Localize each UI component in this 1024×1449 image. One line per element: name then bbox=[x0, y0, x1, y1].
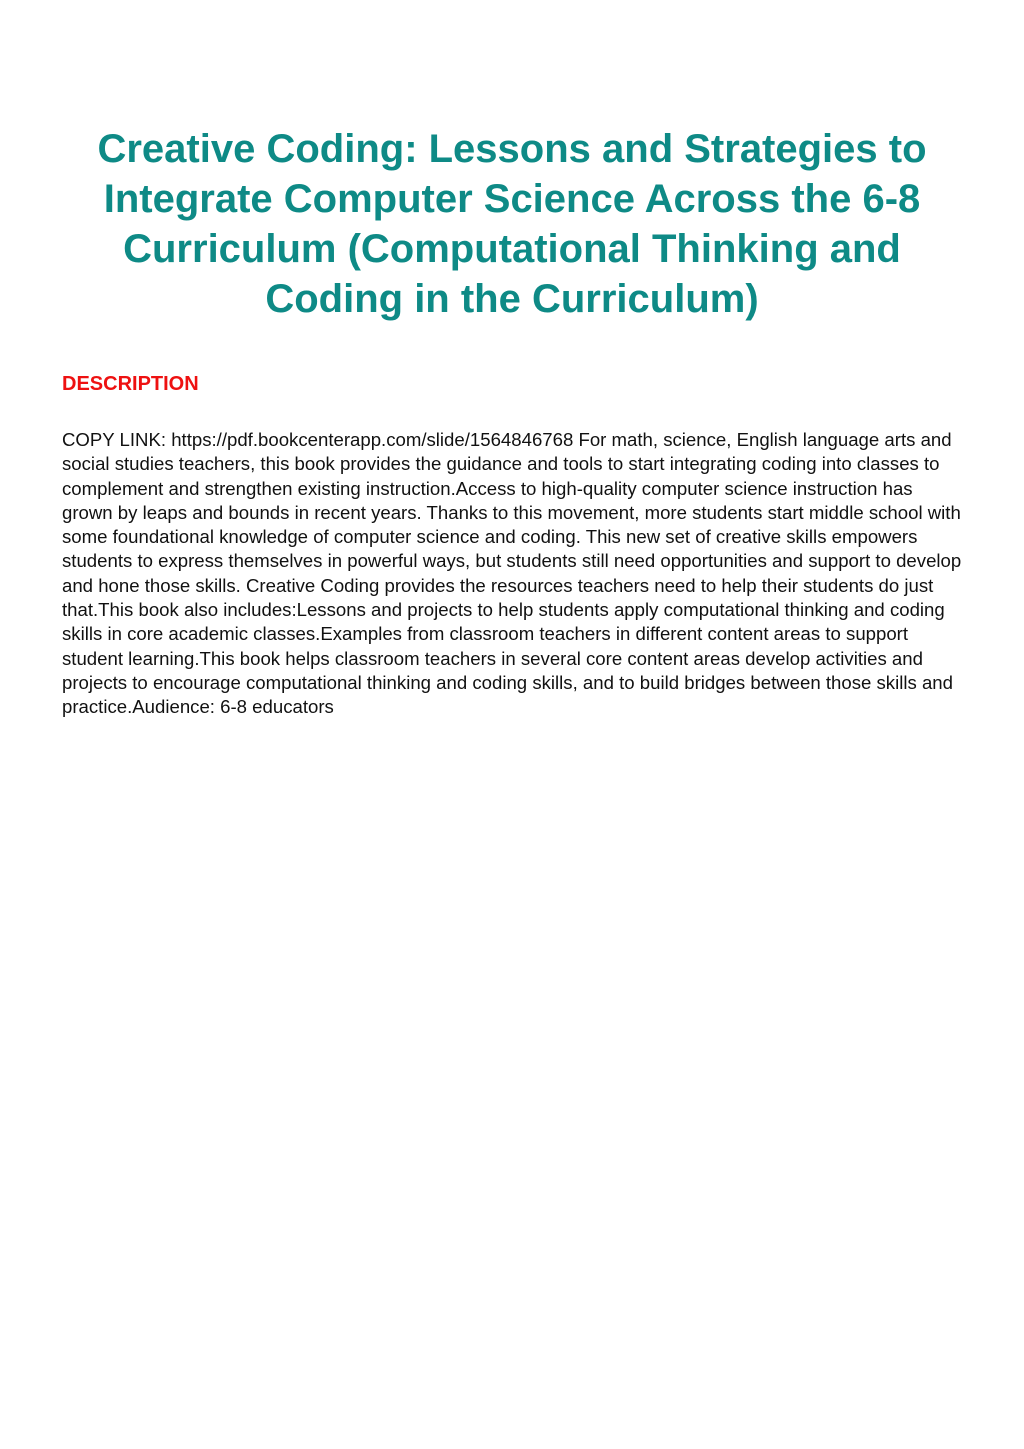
description-text: COPY LINK: https://pdf.bookcenterapp.com/slide/1564846768 For math, science, English language arts and social studies teachers, this book provides the guidance and tools to start integrating coding into classes to complement and strengthen existing instruction.Access to high-quality computer science instruction has grown by leaps and bounds in recent years. Thanks to this movement, more students start middle school with some foundational knowledge of computer science and coding. This new set of creative skills empowers students to express themselves in powerful ways, but students still need opportunities and support to develop and hone those skills. Creative Coding provides the resources teachers need to help their students do just that.This book also includes:Lessons and projects to help students apply computational thinking and coding skills in core academic classes.Examples from classroom teachers in different content areas to support student learning.This book helps classroom teachers in several core content areas develop activities and projects to encourage computational thinking and coding skills, and to build bridges between those skills and practice.Audience: 6-8 educators bbox=[62, 429, 962, 718]
book-title: Creative Coding: Lessons and Strategies to Integrate Computer Science Across the 6-8 Curriculum (Computational Thinking and Coding in the Curriculum) bbox=[97, 127, 927, 321]
description-heading: DESCRIPTION bbox=[62, 373, 199, 395]
